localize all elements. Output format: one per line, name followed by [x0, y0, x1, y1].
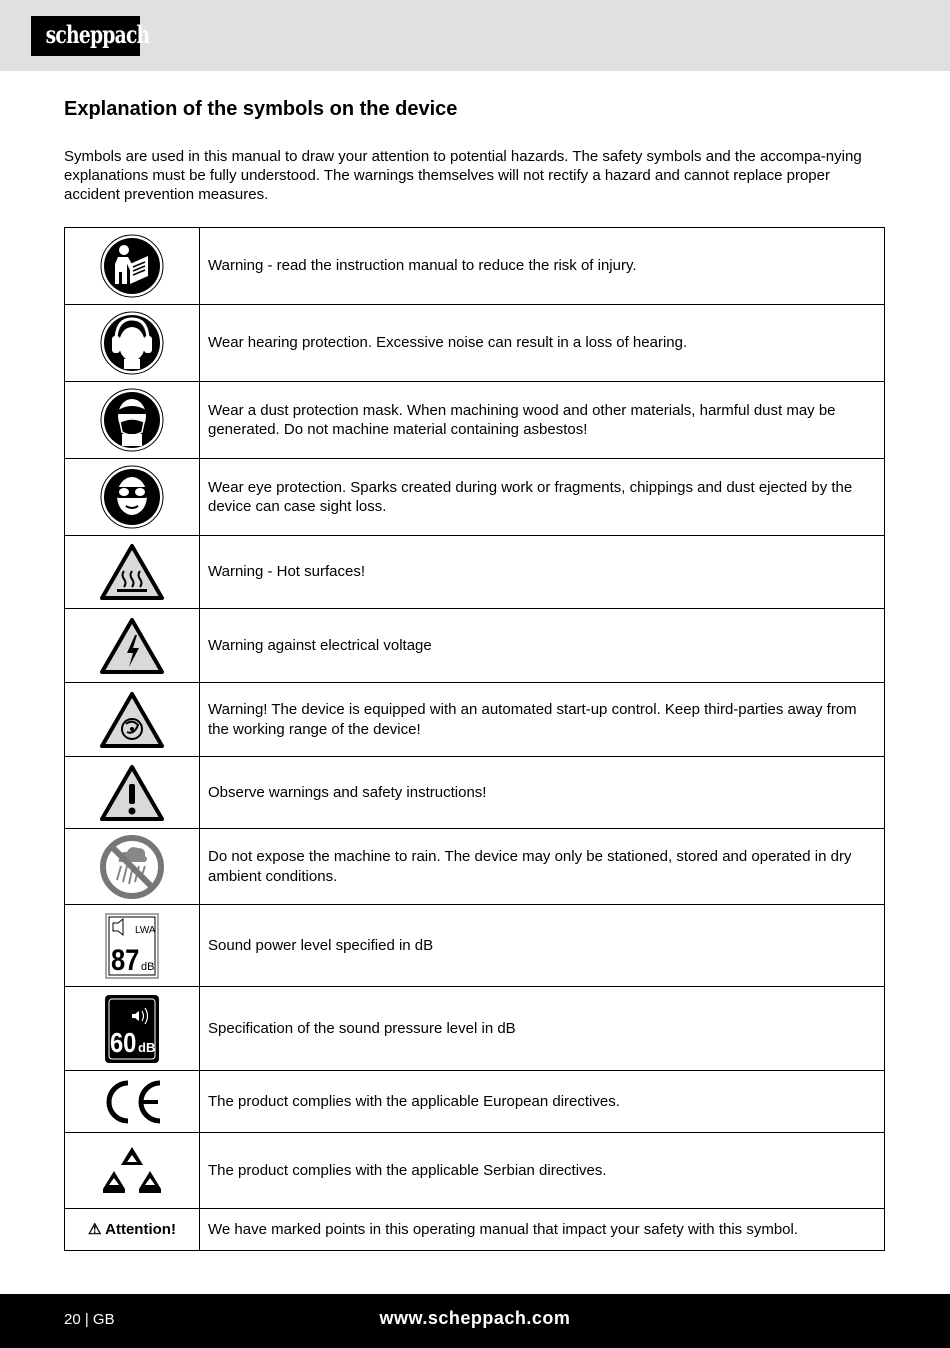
eye-protection-icon: [100, 465, 164, 529]
symbol-description: Sound power level specified in dB: [200, 905, 885, 987]
table-row: [65, 1071, 885, 1133]
electrical-voltage-warning-icon: [99, 617, 165, 675]
symbol-description: Do not expose the machine to rain. The device may only be stationed, stored and operated in dry ambient conditions.: [200, 829, 885, 905]
sound-power-label: LWA: [135, 924, 156, 936]
page-number: 20 | GB: [64, 1311, 115, 1328]
symbol-description: Warning! The device is equipped with an automated start-up control. Keep third-parties away from the working range of the device!: [200, 683, 885, 757]
table-row: [65, 459, 885, 536]
sound-pressure-value: 60: [109, 1025, 137, 1058]
table-row: [65, 1133, 885, 1209]
intro-paragraph: Symbols are used in this manual to draw your attention to potential hazards. The safety symbols and the accompa-nying explanations must be fully understood. The warnings themselves will not rectify a hazard and cannot replace proper accident prevention measures.: [64, 148, 862, 203]
page-footer: [0, 1294, 950, 1348]
dust-mask-icon: [100, 388, 164, 452]
brand-logo: scheppach: [31, 16, 140, 56]
table-row: [65, 1209, 885, 1251]
table-row: [65, 987, 885, 1071]
symbol-description: Specification of the sound pressure level in dB: [200, 987, 885, 1071]
sound-pressure-level-icon: [104, 994, 160, 1064]
ce-mark-icon: [100, 1079, 164, 1125]
general-warning-icon: [99, 764, 165, 822]
table-row: [65, 905, 885, 987]
symbol-description: Warning - read the instruction manual to reduce the risk of injury.: [200, 228, 885, 305]
symbol-description: Wear hearing protection. Excessive noise can result in a loss of hearing.: [200, 305, 885, 382]
hearing-protection-icon: [100, 311, 164, 375]
automatic-start-warning-icon: [99, 691, 165, 749]
sound-power-value: 87: [110, 942, 140, 976]
symbol-description: Observe warnings and safety instructions!: [200, 757, 885, 829]
page-header: [0, 0, 950, 71]
read-manual-icon: [100, 234, 164, 298]
table-row: [65, 305, 885, 382]
symbol-description: Wear a dust protection mask. When machining wood and other materials, harmful dust may be generated. Do not machine material containing asbestos!: [200, 382, 885, 459]
symbol-description: We have marked points in this operating manual that impact your safety with this symbol.: [200, 1209, 885, 1251]
hot-surface-warning-icon: [99, 543, 165, 601]
table-row: [65, 757, 885, 829]
sound-power-level-icon: [105, 913, 159, 979]
serbian-conformity-icon: [102, 1145, 162, 1197]
symbol-description: Warning - Hot surfaces!: [200, 536, 885, 609]
table-row: [65, 829, 885, 905]
website-url: www.scheppach.com: [379, 1308, 571, 1328]
symbols-table: [64, 227, 885, 1251]
page-title: Explanation of the symbols on the device: [64, 98, 458, 120]
sound-pressure-unit: dB: [138, 1039, 156, 1055]
symbol-description: Warning against electrical voltage: [200, 609, 885, 683]
table-row: [65, 382, 885, 459]
attention-label: Attention!: [105, 1220, 176, 1238]
table-row: [65, 609, 885, 683]
symbol-description: The product complies with the applicable Serbian directives.: [200, 1133, 885, 1209]
table-row: [65, 228, 885, 305]
sound-power-unit: dB: [141, 960, 155, 973]
table-row: [65, 683, 885, 757]
symbol-description: The product complies with the applicable European directives.: [200, 1071, 885, 1133]
table-row: [65, 536, 885, 609]
no-rain-icon: [99, 834, 165, 900]
attention-icon: ⚠: [88, 1220, 102, 1238]
symbol-description: Wear eye protection. Sparks created during work or fragments, chippings and dust ejected by the device can case sight loss.: [200, 459, 885, 536]
